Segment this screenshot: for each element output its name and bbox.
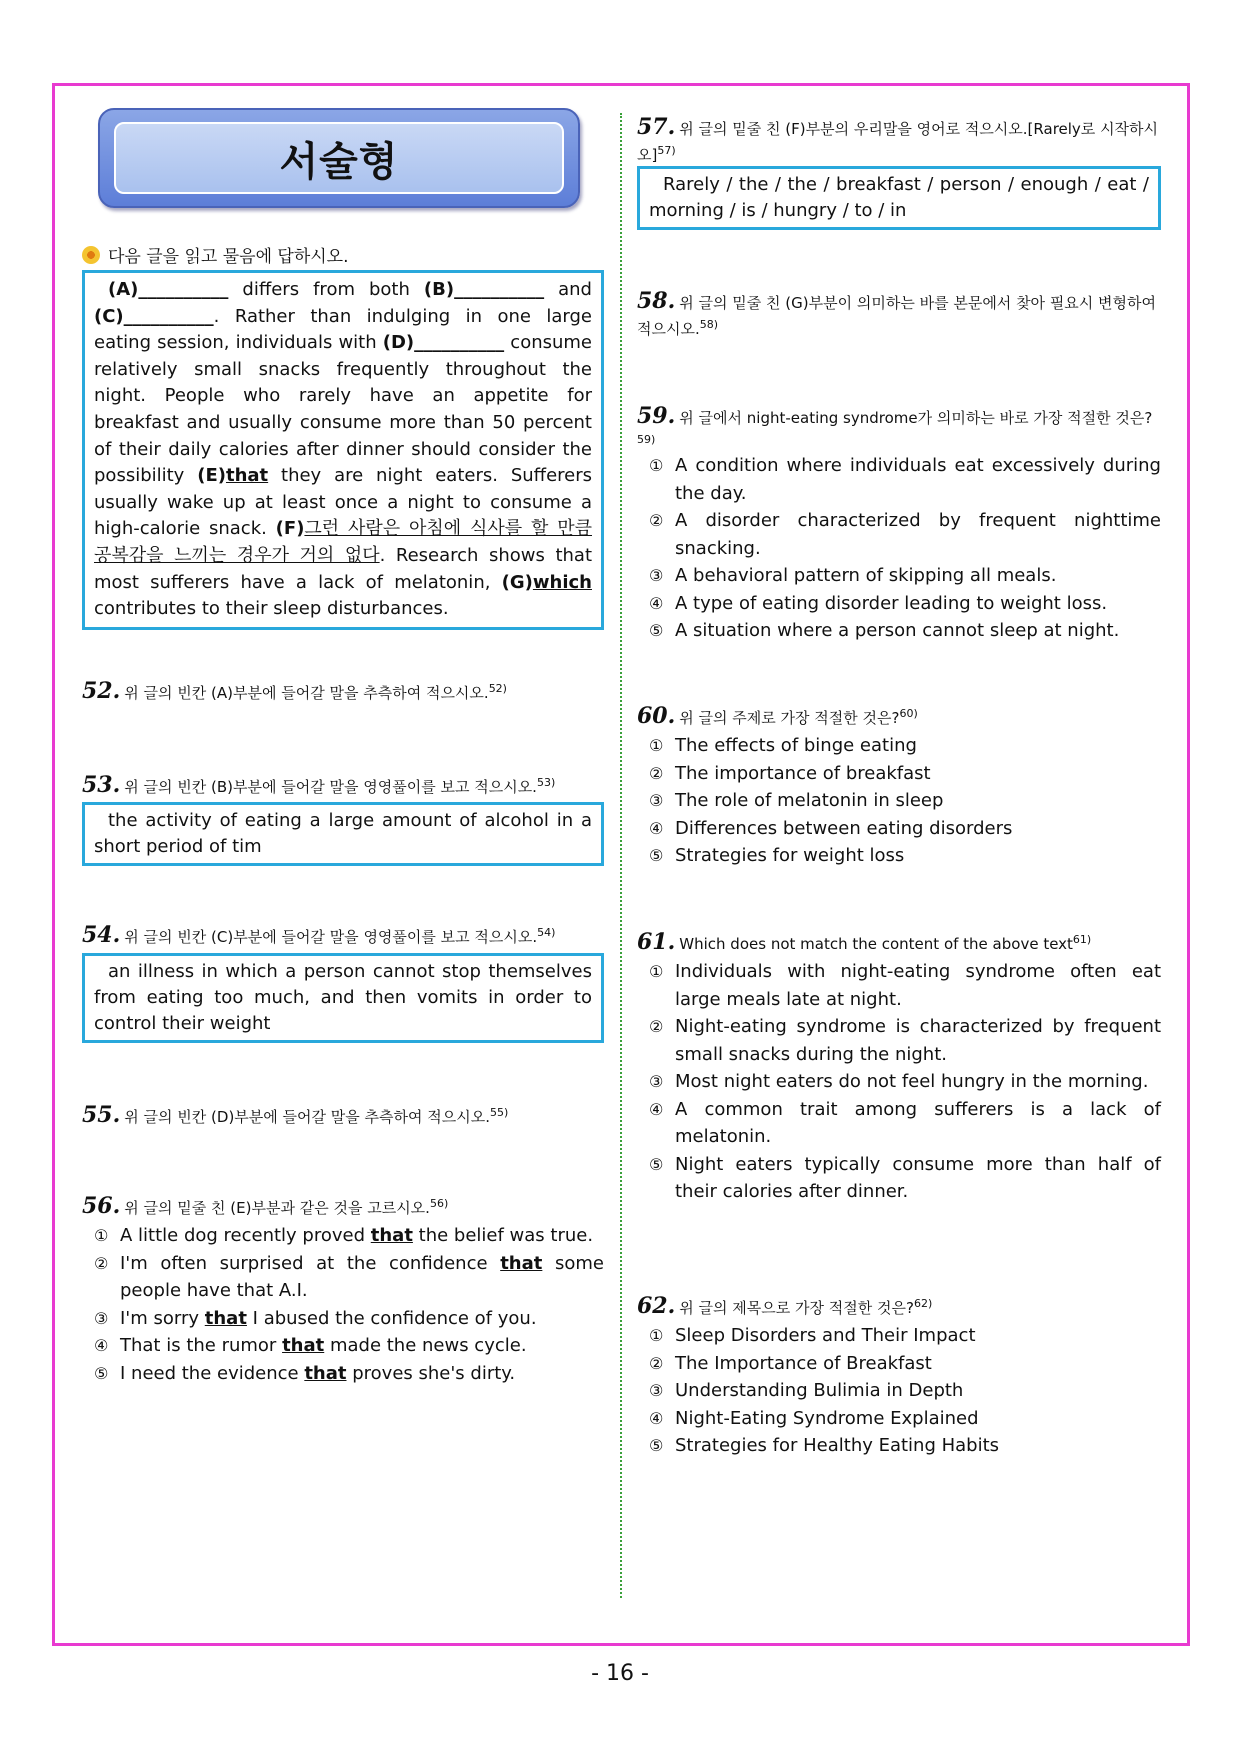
option-keyword: that (370, 1225, 413, 1246)
definition-box-53 (82, 802, 604, 866)
option-text: A little dog recently proved (120, 1225, 371, 1246)
option-text: Sleep Disorders and Their Impact (675, 1325, 976, 1346)
word-bank-57 (637, 166, 1161, 230)
flower-icon (82, 246, 100, 264)
option[interactable] (645, 617, 1161, 645)
question-58 (637, 290, 1161, 340)
option-text: A condition where individuals eat excessively during the day. (675, 455, 1161, 504)
option[interactable] (645, 452, 1161, 507)
question-52 (82, 678, 604, 704)
question-stem: 위 글의 빈칸 (B)부분에 들어갈 말을 영영풀이를 보고 적으시오. (124, 778, 537, 796)
option[interactable] (645, 1013, 1161, 1068)
passage-part: they are night eaters. Sufferers usually wake up at least once a night to consume a high-calorie snack. (94, 465, 592, 540)
option-marker: ③ (649, 1072, 664, 1091)
option-marker: ② (94, 1253, 109, 1273)
question-61 (637, 929, 1161, 955)
option-marker: ③ (649, 566, 664, 585)
option-text: made the news cycle. (324, 1335, 527, 1356)
option[interactable] (645, 1151, 1161, 1206)
question-number: 61. (637, 929, 676, 955)
definition-box-54 (82, 953, 604, 1043)
footnote-ref: 56) (429, 1197, 449, 1210)
question-stem: 위 글의 빈칸 (A)부분에 들어갈 말을 추측하여 적으시오. (124, 684, 489, 702)
section-title: 서술형 (279, 138, 399, 185)
option-text: Night-Eating Syndrome Explained (675, 1407, 979, 1429)
footnote-ref: 52) (488, 682, 507, 695)
option-text: proves she's dirty. (346, 1362, 516, 1384)
footnote-ref: 53) (536, 776, 556, 789)
option-marker: ① (649, 1326, 664, 1345)
blank-c: __________ (123, 305, 214, 327)
option[interactable] (645, 1096, 1161, 1151)
footnote-ref: 60) (899, 707, 918, 720)
question-60 (637, 703, 1161, 729)
footnote-ref: 54) (537, 926, 556, 939)
option-text: I'm often surprised at the confidence (120, 1252, 501, 1274)
question-stem: 위 글의 밑줄 친 (G)부분이 의미하는 바를 본문에서 찾아 필요시 변형하여 적으시오. (637, 294, 1157, 338)
option-marker: ④ (94, 1336, 109, 1355)
option-keyword: that (204, 1307, 247, 1329)
instruction-text: 다음 글을 읽고 물음에 답하시오. (108, 247, 349, 267)
options-60 (645, 732, 1161, 870)
option-text: I need the evidence (120, 1362, 305, 1384)
question-62 (637, 1293, 1161, 1319)
option[interactable] (90, 1360, 604, 1388)
option-text: I'm sorry (120, 1307, 205, 1329)
question-number: 59. (637, 403, 676, 429)
question-number: 62. (637, 1293, 676, 1319)
footnote-ref: 61) (1072, 933, 1092, 946)
option-text: The role of melatonin in sleep (675, 790, 944, 811)
question-number: 58. (637, 288, 676, 314)
question-54 (82, 922, 604, 948)
option-text: The Importance of Breakfast (675, 1352, 932, 1374)
option-marker: ④ (649, 818, 664, 838)
option-keyword: that (500, 1252, 543, 1274)
options-56 (90, 1222, 604, 1387)
passage-text (94, 277, 592, 623)
underlined-f: 그런 사람은 아침에 식사를 할 만큼 공복감을 느끼는 경우가 거의 없다 (94, 518, 592, 566)
label-g: (G) (501, 571, 533, 593)
passage-part: and (544, 279, 592, 300)
question-59 (637, 405, 1161, 455)
passage-box (82, 270, 604, 630)
option-marker: ⑤ (649, 1436, 664, 1455)
option[interactable] (90, 1332, 604, 1360)
option[interactable] (645, 732, 1161, 760)
option[interactable] (645, 842, 1161, 870)
option-marker: ① (649, 962, 664, 981)
footnote-ref: 58) (699, 318, 719, 331)
option-keyword: that (282, 1335, 325, 1356)
passage-part: consume relatively small snacks frequently throughout the night. People who rarely have an appetite for breakfast and usually consume more than 50 percent of their daily calories after dinner should consider the possibility (94, 332, 593, 487)
question-stem: 위 글의 빈칸 (D)부분에 들어갈 말을 추측하여 적으시오. (124, 1108, 490, 1126)
label-e: (E) (197, 465, 226, 487)
option-marker: ⑤ (649, 846, 664, 865)
option-text: Most night eaters do not feel hungry in the morning. (675, 1071, 1149, 1092)
option-text: Individuals with night-eating syndrome often eat large meals late at night. (675, 961, 1161, 1010)
footnote-ref: 62) (913, 1297, 933, 1310)
options-61 (645, 958, 1161, 1206)
option-text: A type of eating disorder leading to weight loss. (675, 592, 1108, 614)
instruction (82, 242, 349, 267)
option-marker: ④ (649, 1099, 664, 1119)
question-stem: Which does not match the content of the above text (679, 935, 1073, 953)
question-number: 56. (82, 1193, 121, 1219)
label-c: (C) (94, 305, 124, 327)
option-text: A disorder characterized by frequent nighttime snacking. (675, 510, 1161, 559)
question-57 (637, 116, 1161, 166)
column-divider (620, 113, 622, 1598)
option-text: Understanding Bulimia in Depth (675, 1380, 964, 1401)
footnote-ref: 55) (489, 1106, 509, 1119)
option[interactable] (645, 815, 1161, 843)
blank-d: __________ (414, 332, 505, 354)
footnote-ref: 57) (657, 144, 676, 157)
option-marker: ② (649, 1017, 664, 1036)
option[interactable] (645, 1068, 1161, 1096)
option[interactable] (645, 562, 1161, 590)
option[interactable] (645, 1432, 1161, 1460)
question-stem: 위 글의 제목으로 가장 적절한 것은? (679, 1299, 914, 1317)
option-marker: ③ (94, 1308, 109, 1328)
question-number: 55. (82, 1102, 121, 1128)
option[interactable] (645, 958, 1161, 1013)
question-56 (82, 1193, 604, 1219)
label-d: (D) (382, 332, 415, 354)
blank-a: __________ (138, 279, 229, 300)
passage-part: contributes to their sleep disturbances. (94, 598, 449, 620)
option-marker: ② (649, 1353, 664, 1373)
option-text: the belief was true. (412, 1225, 594, 1246)
option-marker: ③ (649, 791, 664, 810)
option-text: Strategies for Healthy Eating Habits (675, 1435, 1000, 1456)
option-marker: ⑤ (649, 621, 664, 640)
passage-part: differs from both (228, 279, 424, 300)
option[interactable] (645, 787, 1161, 815)
question-53 (82, 772, 604, 798)
option-text: A common trait among sufferers is a lack of melatonin. (675, 1098, 1161, 1147)
option[interactable] (645, 1405, 1161, 1433)
option[interactable] (90, 1222, 604, 1250)
question-stem: 위 글의 밑줄 친 (E)부분과 같은 것을 고르시오. (124, 1199, 430, 1217)
page-number: - 16 - (591, 1661, 649, 1686)
footnote-ref: 59) (637, 433, 656, 446)
title-inner (114, 122, 564, 194)
label-a: (A) (108, 279, 139, 300)
option[interactable] (645, 1322, 1161, 1350)
question-stem: 위 글에서 night-eating syndrome가 의미하는 바로 가장 적절한 것은? (679, 409, 1153, 427)
question-stem: 위 글의 빈칸 (C)부분에 들어갈 말을 영영풀이를 보고 적으시오. (124, 928, 538, 946)
option-text: I abused the confidence of you. (246, 1307, 537, 1329)
option-marker: ④ (649, 593, 664, 613)
question-number: 60. (637, 703, 676, 729)
option-marker: ⑤ (649, 1154, 664, 1174)
label-b: (B) (423, 279, 455, 300)
option-text: A behavioral pattern of skipping all meals. (675, 565, 1057, 586)
question-number: 52. (82, 678, 121, 704)
passage-part: . Rather than indulging in one large eating session, individuals with (94, 305, 592, 354)
option-marker: ① (649, 736, 664, 755)
question-stem: 위 글의 밑줄 친 (F)부분의 우리말을 영어로 적으시오.[Rarely로 시작하시오] (637, 120, 1159, 164)
passage-part: . Research shows that most sufferers have a lack of melatonin, (94, 544, 592, 593)
option[interactable] (90, 1250, 604, 1305)
option-text: Night eaters typically consume more than half of their calories after dinner. (675, 1153, 1161, 1202)
option[interactable] (645, 1350, 1161, 1378)
option-keyword: that (304, 1362, 347, 1384)
question-number: 57. (637, 114, 676, 140)
word-bank-text: Rarely / the / the / breakfast / person / enough / eat / morning / is / hungry / to / in (649, 174, 1149, 221)
definition-text: an illness in which a person cannot stop themselves from eating too much, and then vomits in order to control their weight (94, 961, 592, 1034)
question-number: 54. (82, 922, 121, 948)
option-text: Night-eating syndrome is characterized by frequent small snacks during the night. (675, 1016, 1161, 1065)
option-text: Differences between eating disorders (675, 817, 1013, 839)
blank-b: __________ (454, 279, 545, 300)
underlined-g: which (532, 571, 592, 593)
option-marker: ① (94, 1226, 109, 1245)
option-text: Strategies for weight loss (675, 845, 905, 866)
option[interactable] (90, 1305, 604, 1333)
option-marker: ⑤ (94, 1363, 109, 1383)
option-text: some people have that A.I. (120, 1252, 604, 1301)
option-marker: ④ (649, 1408, 664, 1428)
title-banner (98, 108, 580, 208)
option-marker: ② (649, 763, 664, 783)
option-marker: ③ (649, 1381, 664, 1400)
option-marker: ② (649, 511, 664, 530)
question-55 (82, 1102, 604, 1128)
option-text: That is the rumor (120, 1335, 283, 1356)
option[interactable] (645, 1377, 1161, 1405)
option-text: A situation where a person cannot sleep at night. (675, 620, 1120, 641)
definition-text: the activity of eating a large amount of alcohol in a short period of tim (94, 810, 592, 857)
option[interactable] (645, 507, 1161, 562)
question-stem: 위 글의 주제로 가장 적절한 것은? (679, 709, 900, 727)
option[interactable] (645, 760, 1161, 788)
underlined-e: that (225, 465, 269, 487)
label-f: (F) (275, 518, 305, 540)
question-number: 53. (82, 772, 121, 798)
option-marker: ① (649, 456, 664, 475)
options-62 (645, 1322, 1161, 1460)
options-59 (645, 452, 1161, 645)
option[interactable] (645, 590, 1161, 618)
option-text: The effects of binge eating (675, 735, 917, 756)
option-text: The importance of breakfast (675, 762, 931, 784)
